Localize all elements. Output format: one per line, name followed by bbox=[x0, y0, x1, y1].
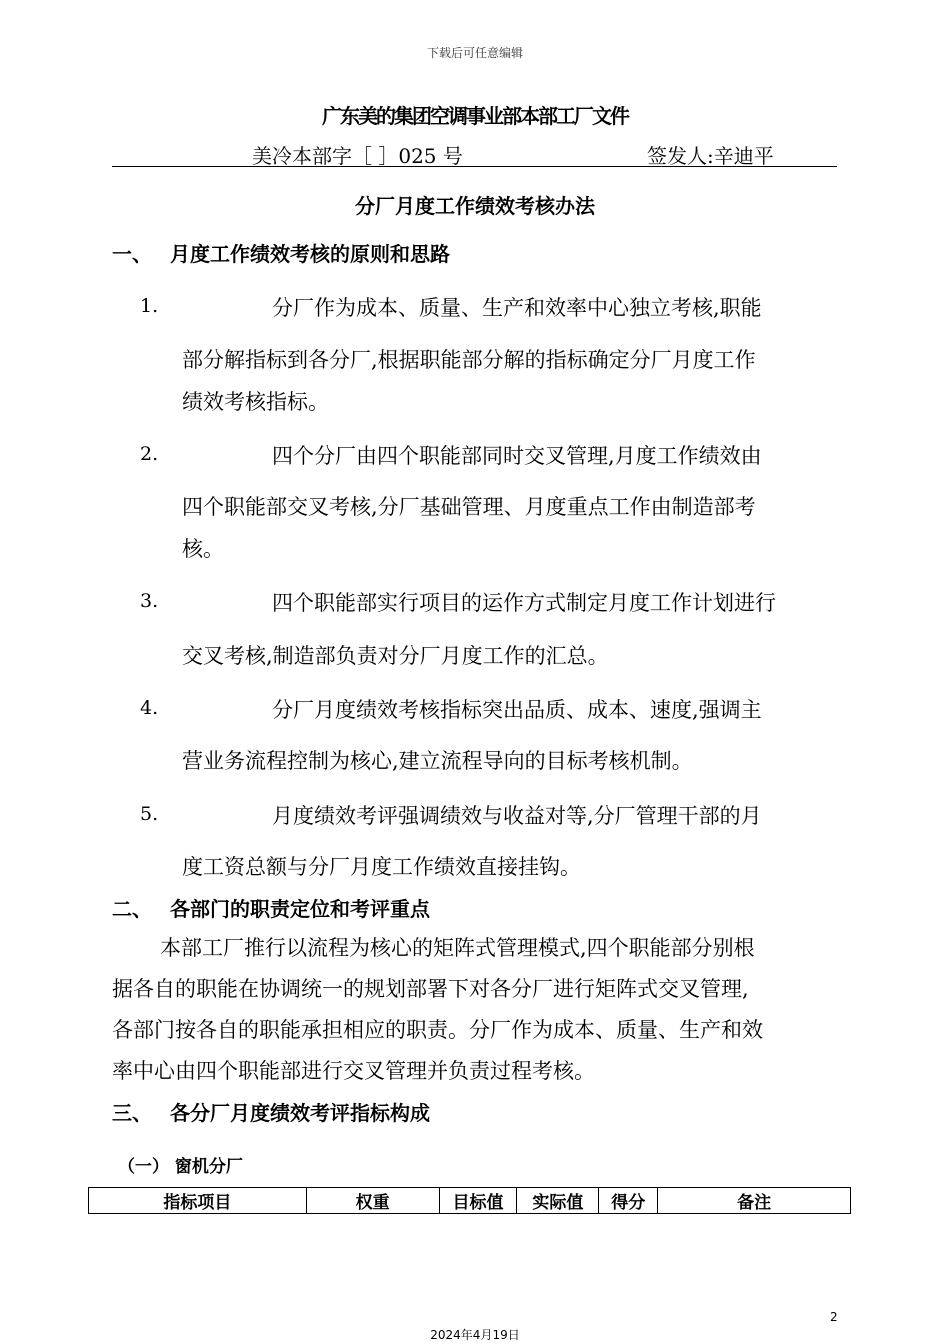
column-header: 目标值 bbox=[439, 1188, 517, 1214]
indicator-table bbox=[88, 1187, 851, 1214]
column-header: 指标项目 bbox=[89, 1188, 307, 1214]
paragraph-line: 各部门按各自的职能承担相应的职责。分厂作为成本、质量、生产和效 bbox=[112, 1018, 763, 1042]
item-number: 4. bbox=[140, 697, 159, 719]
item-number: 3. bbox=[140, 590, 159, 612]
item-text: 四个职能部交叉考核,分厂基础管理、月度重点工作由制造部考 bbox=[182, 495, 756, 519]
item-text: 分厂月度绩效考核指标突出品质、成本、速度,强调主 bbox=[272, 698, 762, 722]
document-header: 广东美的集团空调事业部本部工厂文件 bbox=[322, 104, 628, 128]
item-text: 四个分厂由四个职能部同时交叉管理,月度工作绩效由 bbox=[272, 444, 762, 468]
item-text: 部分解指标到各分厂,根据职能部分解的指标确定分厂月度工作 bbox=[182, 348, 756, 372]
item-number: 1. bbox=[140, 295, 159, 317]
footer-date: 2024年4月19日 bbox=[430, 1328, 520, 1342]
download-note: 下载后可任意编辑 bbox=[426, 46, 523, 60]
paragraph-line: 率中心由四个职能部进行交叉管理并负责过程考核。 bbox=[112, 1059, 595, 1083]
section-number: 三、 bbox=[112, 1101, 152, 1125]
item-text: 营业务流程控制为核心,建立流程导向的目标考核机制。 bbox=[182, 749, 693, 773]
document-title: 分厂月度工作绩效考核办法 bbox=[355, 194, 595, 218]
column-header: 实际值 bbox=[517, 1188, 599, 1214]
section-number: 一、 bbox=[112, 242, 152, 266]
reference-line bbox=[112, 140, 837, 167]
column-header: 得分 bbox=[599, 1188, 658, 1214]
item-text: 交叉考核,制造部负责对分厂月度工作的汇总。 bbox=[182, 644, 609, 668]
item-text: 核。 bbox=[182, 537, 224, 561]
item-text: 分厂作为成本、质量、生产和效率中心独立考核,职能 bbox=[272, 296, 762, 320]
item-number: 2. bbox=[140, 443, 159, 465]
item-text: 绩效考核指标。 bbox=[182, 390, 329, 414]
section-1-heading bbox=[112, 238, 450, 267]
item-text: 四个职能部实行项目的运作方式制定月度工作计划进行 bbox=[272, 591, 776, 615]
paragraph-line: 本部工厂推行以流程为核心的矩阵式管理模式,四个职能部分别根 bbox=[160, 936, 755, 960]
item-text: 月度绩效考评强调绩效与收益对等,分厂管理干部的月 bbox=[272, 804, 762, 828]
paragraph-line: 据各自的职能在协调统一的规划部署下对各分厂进行矩阵式交叉管理, bbox=[112, 977, 749, 1001]
item-number: 5. bbox=[140, 803, 159, 825]
column-header: 备注 bbox=[658, 1188, 851, 1214]
signer: 签发人:辛迪平 bbox=[647, 144, 774, 168]
section-3-heading bbox=[112, 1097, 430, 1126]
page-number: 2 bbox=[830, 1310, 838, 1324]
column-header: 权重 bbox=[306, 1188, 439, 1214]
section-number: 二、 bbox=[112, 897, 152, 921]
table-header-row bbox=[89, 1188, 851, 1214]
item-text: 度工资总额与分厂月度工作绩效直接挂钩。 bbox=[182, 855, 581, 879]
section-title: 各部门的职责定位和考评重点 bbox=[170, 897, 430, 921]
section-2-heading bbox=[112, 893, 430, 922]
section-title: 各分厂月度绩效考评指标构成 bbox=[170, 1101, 430, 1125]
subsection-heading: （一） 窗机分厂 bbox=[118, 1157, 243, 1177]
section-title: 月度工作绩效考核的原则和思路 bbox=[170, 242, 450, 266]
reference-number: 美冷本部字［ ］025 号 bbox=[252, 144, 463, 168]
